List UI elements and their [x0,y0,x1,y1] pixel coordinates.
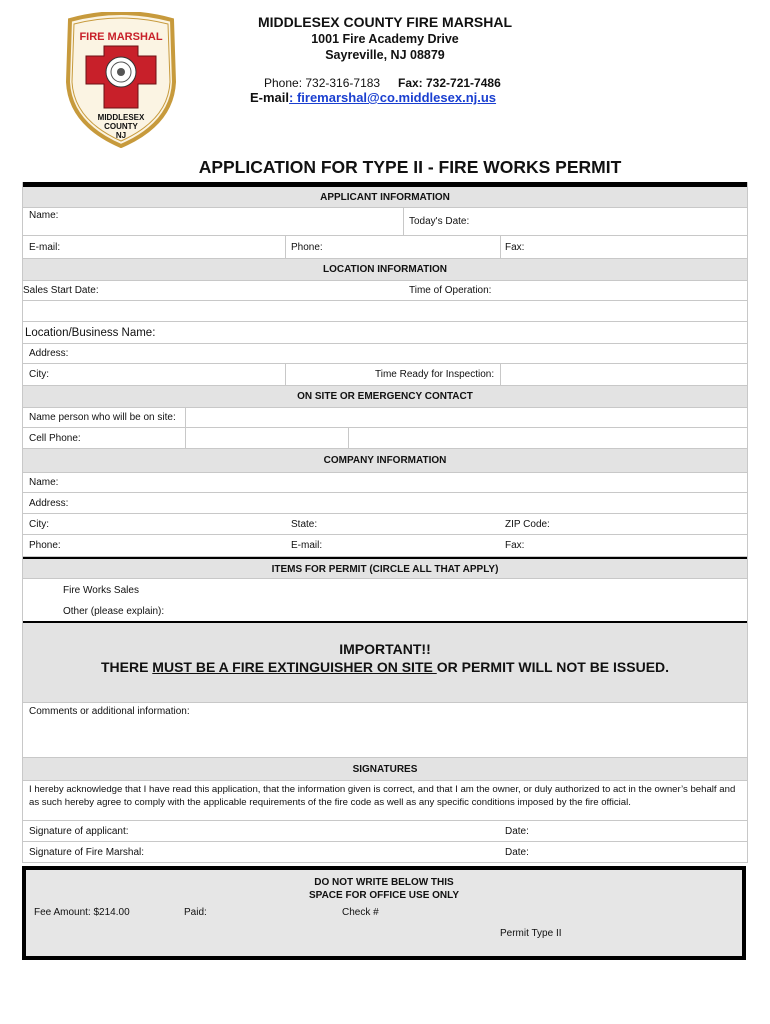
important-post: OR PERMIT WILL NOT BE ISSUED. [436,659,670,675]
marshal-signature-label: Signature of Fire Marshal: [29,847,145,858]
logo-top-text: FIRE MARSHAL [79,31,163,43]
cell-phone-label: Cell Phone: [29,433,81,444]
logo-bottom-text-1: MIDDLESEX [97,113,145,122]
important-underlined: MUST BE A FIRE EXTINGUISHER ON SITE [152,659,437,675]
permit-form [22,182,748,863]
company-name-label: Name: [29,477,59,488]
location-city-row [23,364,747,386]
company-state-label: State: [291,519,318,530]
address-line-2: Sayreville, NJ 08879 [325,48,445,62]
paid-label: Paid: [184,907,207,918]
agency-title: MIDDLESEX COUNTY FIRE MARSHAL [257,14,513,30]
company-zip-label: ZIP Code: [505,519,550,530]
section-heading-applicant [23,187,747,208]
company-heading-text: COMPANY INFORMATION [323,455,447,466]
logo-bottom-text-2: COUNTY [104,122,138,131]
location-address-label: Address: [29,348,69,359]
comments-row [23,703,747,758]
acknowledgement-row [23,781,747,821]
header-email [250,90,496,105]
logo-bottom-text-3: NJ [115,131,127,140]
section-heading-contact [23,386,747,408]
business-name-row [23,322,747,344]
applicant-signature-label: Signature of applicant: [29,826,129,837]
item-other[interactable]: Other (please explain): [63,606,165,617]
header-fax: Fax: 732-721-7486 [398,76,501,90]
company-contact-row [23,535,747,557]
blank-row [23,301,747,322]
header-phone: Phone: 732-316-7183 [264,76,381,90]
item-fireworks-sales[interactable]: Fire Works Sales [63,585,139,596]
important-heading: IMPORTANT!! [339,641,431,657]
office-title-line-2: SPACE FOR OFFICE USE ONLY [308,890,460,901]
contact-heading-text: ON SITE OR EMERGENCY CONTACT [297,391,473,402]
applicant-name-row [23,208,747,236]
sales-start-label: Sales Start Date: [23,285,99,296]
signatures-heading-text: SIGNATURES [352,764,418,775]
check-number-label: Check # [342,907,379,918]
company-fax-label: Fax: [505,540,525,551]
applicant-date-label: Date: [505,826,529,837]
office-use-title [26,876,742,902]
fire-marshal-badge-logo [60,12,182,148]
location-heading-text: LOCATION INFORMATION [322,264,448,275]
section-heading-signatures [23,758,747,781]
office-title-line-1: DO NOT WRITE BELOW THIS [314,877,454,888]
section-heading-location [23,259,747,281]
fee-amount: Fee Amount: $214.00 [34,907,130,918]
onsite-person-label: Name person who will be on site: [29,412,176,423]
applicant-contact-row [23,236,747,259]
time-operation-label: Time of Operation: [409,285,492,296]
applicant-signature-row [23,821,747,842]
applicant-phone-label: Phone: [291,242,323,253]
sales-row [23,281,747,301]
marshal-date-label: Date: [505,847,529,858]
company-address-label: Address: [29,498,69,509]
todays-date-label: Today's Date: [409,216,470,227]
section-heading-company [23,449,747,473]
form-title: APPLICATION FOR TYPE II - FIRE WORKS PERMIT [198,157,622,177]
company-name-row [23,473,747,493]
applicant-fax-label: Fax: [505,242,525,253]
company-city-label: City: [29,519,49,530]
company-phone-label: Phone: [29,540,61,551]
items-row [23,579,747,623]
email-link[interactable]: : firemarshal@co.middlesex.nj.us [289,90,497,105]
items-heading-text: ITEMS FOR PERMIT (CIRCLE ALL THAT APPLY) [271,564,499,575]
office-use-box [22,866,746,960]
marshal-signature-row [23,842,747,863]
time-ready-label: Time Ready for Inspection: [375,369,495,380]
location-city-label: City: [29,369,49,380]
company-address-row [23,493,747,514]
applicant-heading-text: APPLICANT INFORMATION [320,192,450,203]
comments-label: Comments or additional information: [29,706,190,717]
applicant-email-label: E-mail: [29,242,61,253]
company-city-row [23,514,747,535]
applicant-name-label: Name: [29,210,59,221]
cell-phone-row [23,428,747,449]
section-heading-items [23,557,747,579]
important-pre: THERE [100,659,153,675]
email-label: E-mail [250,90,290,105]
business-name-label: Location/Business Name: [25,327,156,339]
address-line-1: 1001 Fire Academy Drive [311,32,459,46]
location-address-row [23,344,747,364]
contact-person-row [23,408,747,428]
permit-type: Permit Type II [500,928,562,939]
company-email-label: E-mail: [291,540,323,551]
acknowledgement-text: I hereby acknowledge that I have read this application, that the information given is correct, and that I am the owner, or duly authorized to act in the owner’s behalf and as such hereby agree to comply with the applicable requirements of the fire code as well as any specific conditions imposed by the fire official. [29,784,736,808]
important-notice [23,623,747,703]
important-message [23,657,747,675]
